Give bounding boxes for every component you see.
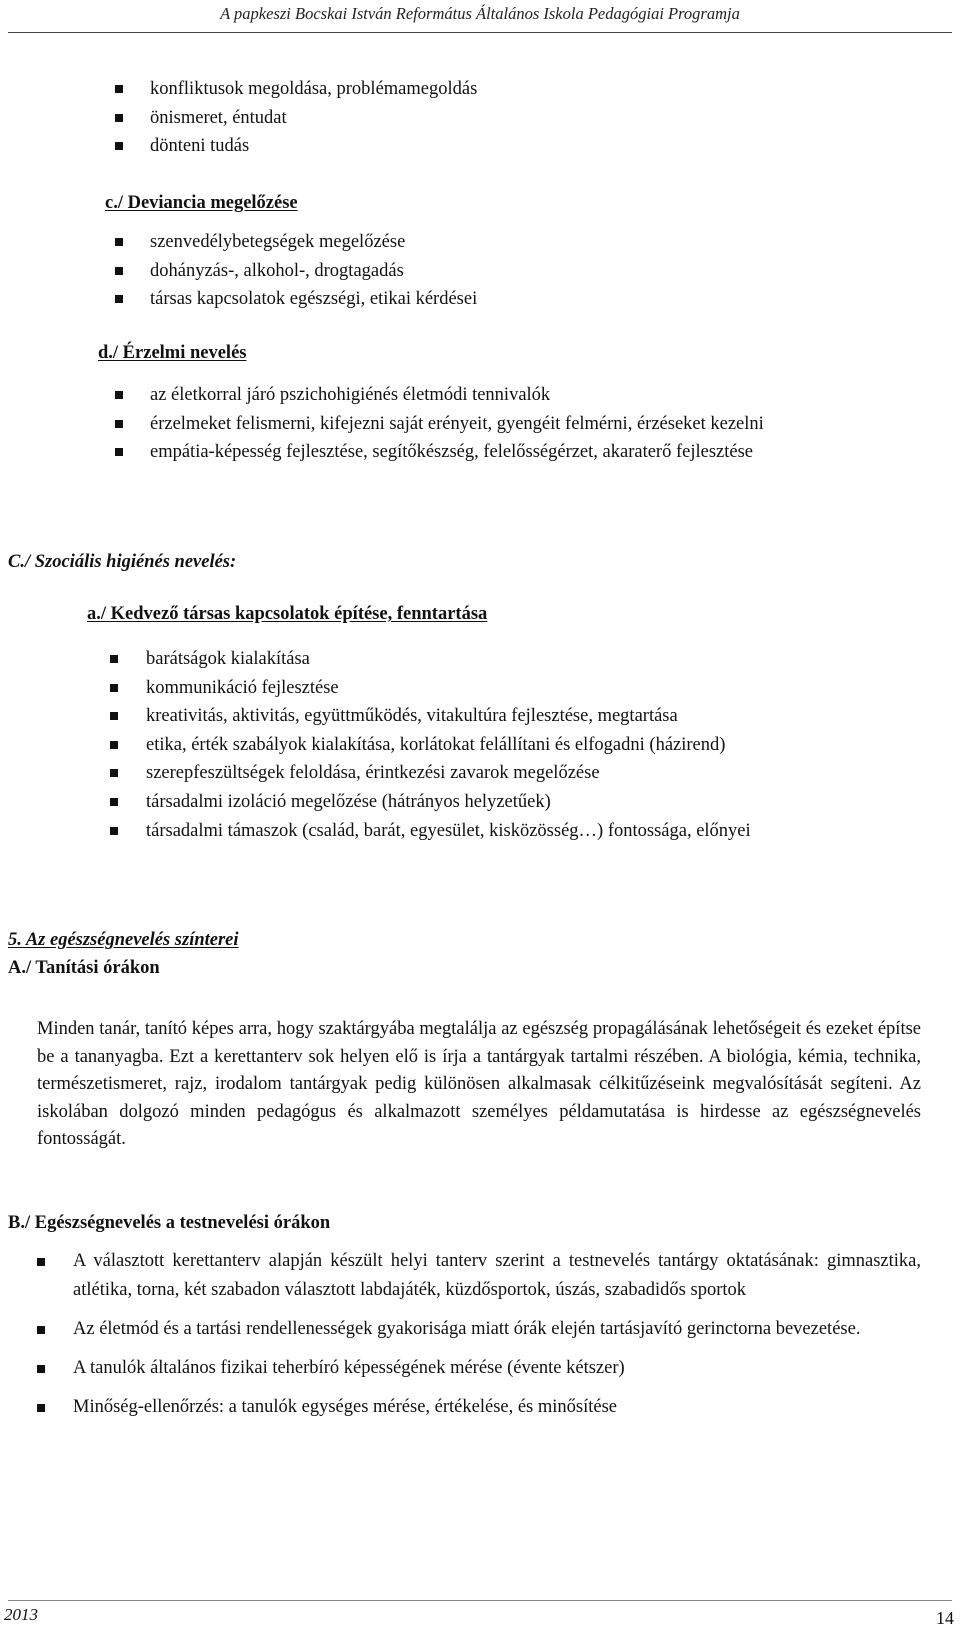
bullet-list-tarsas [0, 645, 936, 845]
footer-divider [8, 1600, 952, 1601]
list-item: etika, érték szabályok kialakítása, korlátokat felállítani és elfogadni (házirend) [0, 731, 936, 760]
list-item: társadalmi támaszok (család, barát, egyesület, kisközösség…) fontossága, előnyei [0, 817, 936, 846]
list-item: barátságok kialakítása [0, 645, 936, 674]
heading-tanitasi-orakon: A./ Tanítási órákon [8, 958, 160, 978]
list-item: szerepfeszültségek feloldása, érintkezési zavarok megelőzése [0, 759, 936, 788]
list-item: A tanulók általános fizikai teherbíró képességének mérése (évente kétszer) [0, 1354, 921, 1383]
footer-year: 2013 [4, 1605, 38, 1624]
list-item: érzelmeket felismerni, kifejezni saját erényeit, gyengéit felmérni, érzéseket kezelni [0, 410, 810, 439]
section-egeszsegneveles-szinterei: 5. Az egészségnevelés színterei [8, 930, 239, 950]
paragraph-tanitasi-orakon: Minden tanár, tanító képes arra, hogy szaktárgyába megtalálja az egészség propagálásának lehetőségeit és ezeket építse be a tananyagba. Ezt a kerettanterv sok helyen elő is írja a tantárgyak tartalmi részében. A biológia, kémia, technika, természetismeret, rajz, irodalom tantárgyak pedig különösen alkalmasak célkitűzéseink megvalósítását segíteni. Az iskolában dolgozó minden pedagógus és alkalmazott személyes példamutatása is hirdesse az egészségnevelés fontosságát. [37, 1019, 921, 1149]
list-item: empátia-képesség fejlesztése, segítőkészség, felelősségérzet, akaraterő fejlesztése [0, 438, 810, 467]
list-item: Minőség-ellenőrzés: a tanulók egységes mérése, értékelése, és minősítése [0, 1393, 921, 1422]
bullet-list-conflict [0, 75, 930, 161]
heading-tarsas-kapcsolatok: a./ Kedvező társas kapcsolatok építése, fenntartása [87, 604, 488, 624]
heading-testnevelesi-orakon: B./ Egészségnevelés a testnevelési órákon [8, 1213, 331, 1233]
bullet-list-deviancia [0, 228, 930, 314]
heading-deviancia: c./ Deviancia megelőzése [105, 193, 298, 213]
list-item: az életkorral járó pszichohigiénés életmódi tennivalók [0, 381, 810, 410]
list-item: kreativitás, aktivitás, együttműködés, vitakultúra fejlesztése, megtartása [0, 702, 936, 731]
list-item: Az életmód és a tartási rendellenességek gyakorisága miatt órák elején tartásjavító gerinctorna bevezetése. [0, 1315, 921, 1344]
page-header: A papkeszi Bocskai István Református Általános Iskola Pedagógiai Programja [220, 4, 740, 23]
list-item: konfliktusok megoldása, problémamegoldás [150, 75, 930, 104]
list-item: önismeret, éntudat [150, 104, 930, 133]
list-item: dönteni tudás [150, 132, 930, 161]
list-item: kommunikáció fejlesztése [0, 674, 936, 703]
list-item: szenvedélybetegségek megelőzése [150, 228, 930, 257]
list-item: dohányzás-, alkohol-, drogtagadás [150, 257, 930, 286]
list-item: A választott kerettanterv alapján készült helyi tanterv szerint a testnevelés tantárgy oktatásának: gimnasztika, atlétika, torna, két szabadon választott labdajáték, küzdősportok, úszás, szabadidős sportok [0, 1247, 921, 1305]
page-number: 14 [936, 1608, 954, 1628]
list-item: társas kapcsolatok egészségi, etikai kérdései [150, 285, 930, 314]
section-szocialis-higienes: C./ Szociális higiénés nevelés: [8, 552, 237, 572]
bullet-list-erzelmi [0, 381, 810, 467]
list-item: társadalmi izoláció megelőzése (hátrányos helyzetűek) [0, 788, 936, 817]
header-divider [8, 32, 952, 33]
heading-erzelmi-neveles: d./ Érzelmi nevelés [98, 343, 247, 363]
bullet-list-testneveles [0, 1247, 921, 1432]
